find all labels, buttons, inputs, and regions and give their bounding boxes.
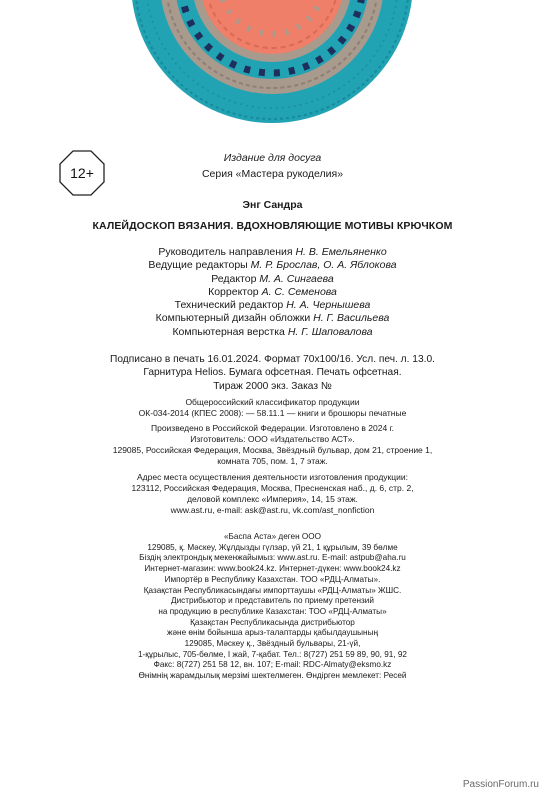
- manufacture-line: Произведено в Российской Федерации. Изготовлено в 2024 г.: [150, 423, 395, 434]
- age-rating-label: 12+: [70, 165, 94, 181]
- classifier-line: ОК-034-2014 (КПЕС 2008): — 58.11.1 — книги и брошюры печатные: [138, 408, 407, 419]
- credit-line: [40, 326, 505, 339]
- credit-line: [40, 299, 505, 312]
- manufacture-line: 129085, Российская Федерация, Москва, Звёздный бульвар, дом 21, строение 1,: [112, 445, 433, 456]
- activity-address-line: 123112, Российская Федерация, Москва, Пресненская наб., д. 6, стр. 2,: [131, 482, 414, 493]
- kz-line: 129085, Мәскеу қ., Звёздный бульвары, 21-үй,: [184, 639, 361, 649]
- kz-line: Өнімнің жарамдылық мерзімі шектелмеген. Өндірген мемлекет: Ресей: [138, 671, 407, 681]
- classifier-line: Общероссийский классификатор продукции: [185, 397, 360, 407]
- credit-line: [40, 273, 505, 286]
- series-note: Издание для досуга: [223, 152, 322, 164]
- series-name: Серия «Мастера рукоделия»: [201, 168, 344, 180]
- kz-line: на продукцию в республике Казахстан: ТОО «РДЦ-Алматы»: [158, 606, 387, 616]
- kz-line: Факс: 8(727) 251 58 12, вн. 107; E-mail: RDC-Almaty@eksmo.kz: [153, 660, 392, 670]
- credit-role: Ведущие редакторы: [148, 259, 248, 272]
- credit-role: Руководитель направления: [158, 246, 293, 258]
- credit-name: Н. А. Чернышева: [286, 299, 371, 312]
- kz-line: 1-құрылыс, 705-бөлме, I жай, 7-қабат. Тел.: 8(727) 251 59 89, 90, 91, 92: [138, 649, 407, 659]
- author-name: Энг Сандра: [242, 199, 303, 211]
- print-info-line: Тираж 2000 экз. Заказ №: [213, 380, 332, 392]
- manufacture-line: комната 705, пом. 1, 7 этаж.: [217, 456, 328, 467]
- credit-line: [40, 246, 505, 259]
- credit-line: [40, 259, 505, 272]
- kz-line: «Баспа Аста» деген ООО: [223, 532, 322, 541]
- credit-role: Технический редактор: [174, 299, 284, 312]
- activity-address-line: деловой комплекс «Империя», 14, 15 этаж.: [187, 493, 358, 504]
- credit-name: А. С. Семенова: [261, 285, 337, 298]
- credit-line: [40, 286, 505, 299]
- watermark: PassionForum.ru: [462, 779, 539, 790]
- kz-line: Қазақстан Республикасында дистрибьютор: [190, 617, 355, 627]
- credit-role: Компьютерная верстка: [172, 325, 285, 338]
- activity-address-line: www.ast.ru, e-mail: ask@ast.ru, vk.com/ast_nonfiction: [170, 504, 375, 515]
- kz-line: және өнім бойынша арыз-талаптарды қабылдаушының: [167, 628, 378, 638]
- crochet-motif-photo: [0, 0, 545, 125]
- legal-info: [40, 397, 505, 516]
- kz-line: 129085, қ. Мәскеу, Жұлдызды гүлзар, үй 21, 1 құрылым, 39 бөлме: [147, 542, 398, 552]
- credit-name: М. А. Сингаева: [259, 272, 334, 285]
- kz-line: Қазақстан Республикасындағы импорттаушы «РДЦ-Алматы» ЖШС.: [143, 585, 402, 595]
- kazakhstan-info: [40, 532, 505, 682]
- credit-role: Корректор: [208, 285, 259, 298]
- book-title: КАЛЕЙДОСКОП ВЯЗАНИЯ. ВДОХНОВЛЯЮЩИЕ МОТИВЫ КРЮЧКОМ: [92, 220, 453, 232]
- credit-name: Н. В. Емельяненко: [295, 246, 387, 258]
- credits-list: [40, 246, 505, 339]
- kz-line: Импортёр в Республику Казахстан. ТОО «РДЦ-Алматы».: [164, 574, 381, 584]
- print-info-line: Гарнитура Helios. Бумага офсетная. Печать офсетная.: [143, 367, 402, 379]
- print-info-line: Подписано в печать 16.01.2024. Формат 70x100/16. Усл. печ. л. 13.0.: [110, 354, 435, 365]
- print-info: [40, 353, 505, 393]
- activity-address-line: Адрес места осуществления деятельности изготовления продукции:: [137, 471, 408, 482]
- credit-name: М. Р. Брослав, О. А. Яблокова: [250, 259, 397, 272]
- manufacture-line: Изготовитель: ООО «Издательство АСТ».: [190, 434, 355, 445]
- credit-line: [40, 312, 505, 325]
- kz-line: Интернет-магазин: www.book24.kz. Интернет-дүкен: www.book24.kz: [144, 564, 401, 574]
- credit-name: Н. Г. Шаповалова: [287, 325, 373, 338]
- kz-line: Біздің электрондық мекенжайымыз: www.ast.ru. E-mail: astpub@aha.ru: [139, 553, 406, 563]
- kz-line: Дистрибьютор и представитель по приему претензий: [171, 596, 374, 606]
- credit-role: Редактор: [211, 272, 257, 285]
- credit-name: Н. Г. Васильева: [313, 312, 390, 325]
- credit-role: Компьютерный дизайн обложки: [155, 312, 311, 325]
